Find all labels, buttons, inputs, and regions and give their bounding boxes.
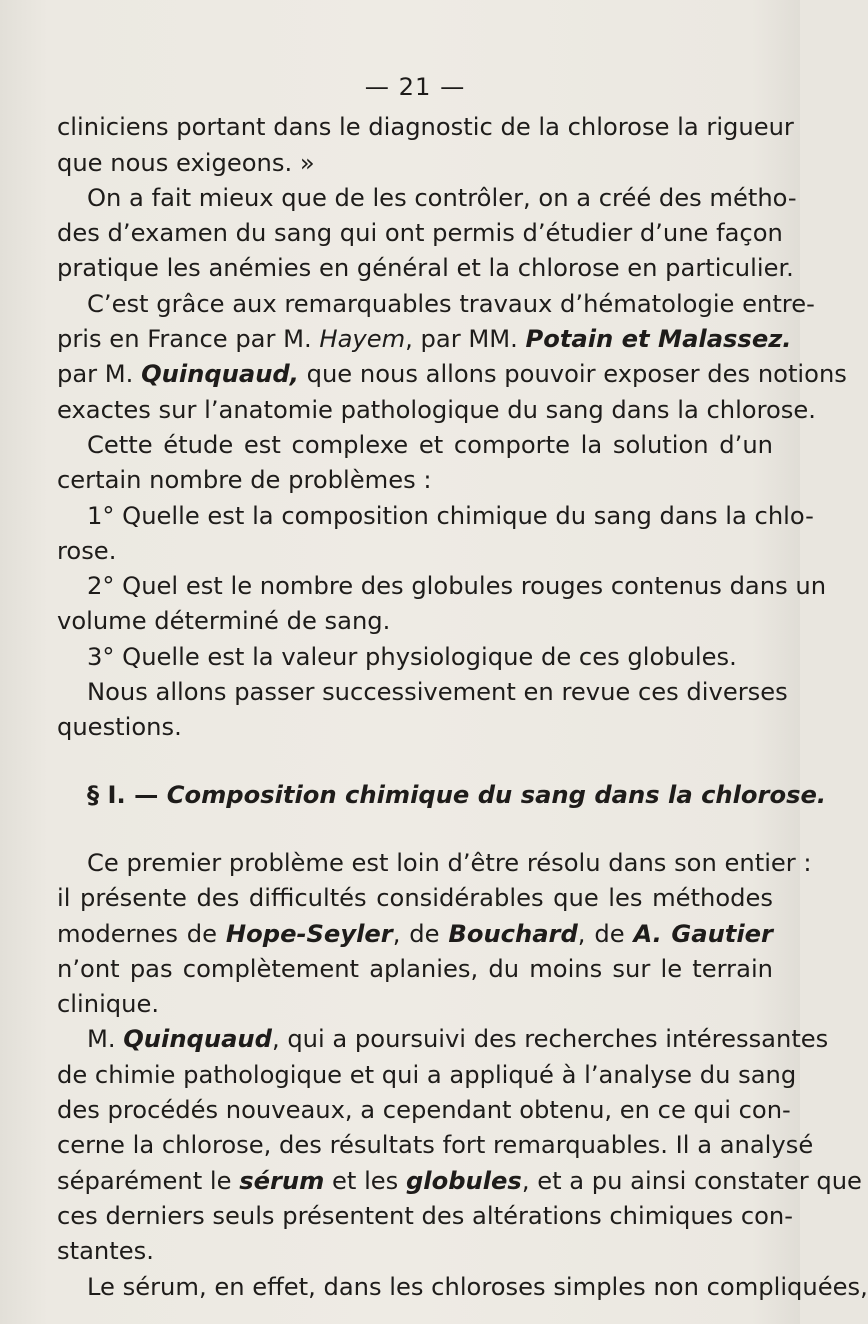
text-line: cerne la chlorose, des résultats fort remarquables. Il a analysé xyxy=(57,1131,814,1160)
text-line: ces derniers seuls présentent des altérations chimiques con- xyxy=(57,1201,793,1230)
text-line: On a fait mieux que de les contrôler, on a créé des métho- xyxy=(87,183,797,212)
author-name: Bouchard xyxy=(448,919,578,948)
text-line: C’est grâce aux remarquables travaux d’hématologie entre- xyxy=(87,289,815,318)
text-line: des procédés nouveaux, a cependant obtenu, en ce qui con- xyxy=(57,1096,791,1125)
text-line: n’ont pas complètement aplanies, du moins sur le terrain xyxy=(57,954,773,983)
text-line: Le sérum, en effet, dans les chloroses simples non compliquées, xyxy=(87,1272,868,1301)
text-line: certain nombre de problèmes : xyxy=(57,466,432,495)
text-line xyxy=(57,1164,862,1199)
text-span: séparément le xyxy=(57,1166,240,1195)
section-title: Composition chimique du sang dans la chlorose. xyxy=(166,780,827,809)
list-item: 3° Quelle est la valeur physiologique de ces globules. xyxy=(87,642,737,671)
text-line: stantes. xyxy=(57,1237,154,1266)
text-span: M. xyxy=(87,1025,124,1054)
list-item: 2° Quel est le nombre des globules rouges contenus dans un xyxy=(87,572,827,601)
text-span: pris en France par M. xyxy=(57,325,320,354)
text-line: il présente des difficultés considérables que les méthodes xyxy=(57,884,773,913)
text-line: clinique. xyxy=(57,990,160,1019)
text-line: de chimie pathologique et qui a appliqué à l’analyse du sang xyxy=(57,1060,797,1089)
author-name: Potain et Malassez. xyxy=(525,325,792,354)
section-heading xyxy=(57,778,827,813)
emphasis: globules xyxy=(405,1166,522,1195)
text-line: Nous allons passer successivement en revue ces diverses xyxy=(87,678,788,707)
text-line xyxy=(57,917,773,952)
text-line: pratique les anémies en général et la chlorose en particulier. xyxy=(57,254,794,283)
text-span: , et a pu ainsi constater que xyxy=(521,1166,862,1195)
text-span: , qui a poursuivi des recherches intéressantes xyxy=(271,1025,829,1054)
list-item: 1° Quelle est la composition chimique du sang dans la chlo- xyxy=(87,501,814,530)
list-item: volume déterminé de sang. xyxy=(57,607,391,636)
text-line: Cette étude est complexe et comporte la solution d’un xyxy=(87,430,773,459)
text-line xyxy=(57,357,847,392)
text-span: que nous allons pouvoir exposer des notions xyxy=(298,360,847,389)
author-name: Quinquaud, xyxy=(141,360,299,389)
emphasis: sérum xyxy=(239,1166,325,1195)
list-item: rose. xyxy=(57,536,117,565)
author-name: Hayem xyxy=(319,325,406,354)
text-line: questions. xyxy=(57,713,182,742)
page-number: — 21 — xyxy=(364,73,466,101)
text-span: , de xyxy=(392,919,449,948)
text-span: modernes de xyxy=(57,919,226,948)
text-span: , de xyxy=(577,919,634,948)
author-name: Quinquaud xyxy=(123,1025,272,1054)
page-text xyxy=(57,70,868,1305)
text-line: Ce premier problème est loin d’être résolu dans son entier : xyxy=(87,848,812,877)
text-line: exactes sur l’anatomie pathologique du sang dans la chlorose. xyxy=(57,395,816,424)
text-line: que nous exigeons. » xyxy=(57,148,315,177)
text-line: cliniciens portant dans le diagnostic de la chlorose la rigueur xyxy=(57,113,794,142)
author-name: Hope-Seyler xyxy=(225,919,393,948)
section-number: § I. — xyxy=(87,780,167,809)
text-span: par M. xyxy=(57,360,142,389)
text-line xyxy=(57,1022,829,1057)
text-line: des d’examen du sang qui ont permis d’étudier d’une façon xyxy=(57,219,783,248)
text-line xyxy=(57,322,792,357)
text-span: et les xyxy=(324,1166,406,1195)
text-span: , par MM. xyxy=(405,325,526,354)
author-name: A. Gautier xyxy=(633,919,773,948)
